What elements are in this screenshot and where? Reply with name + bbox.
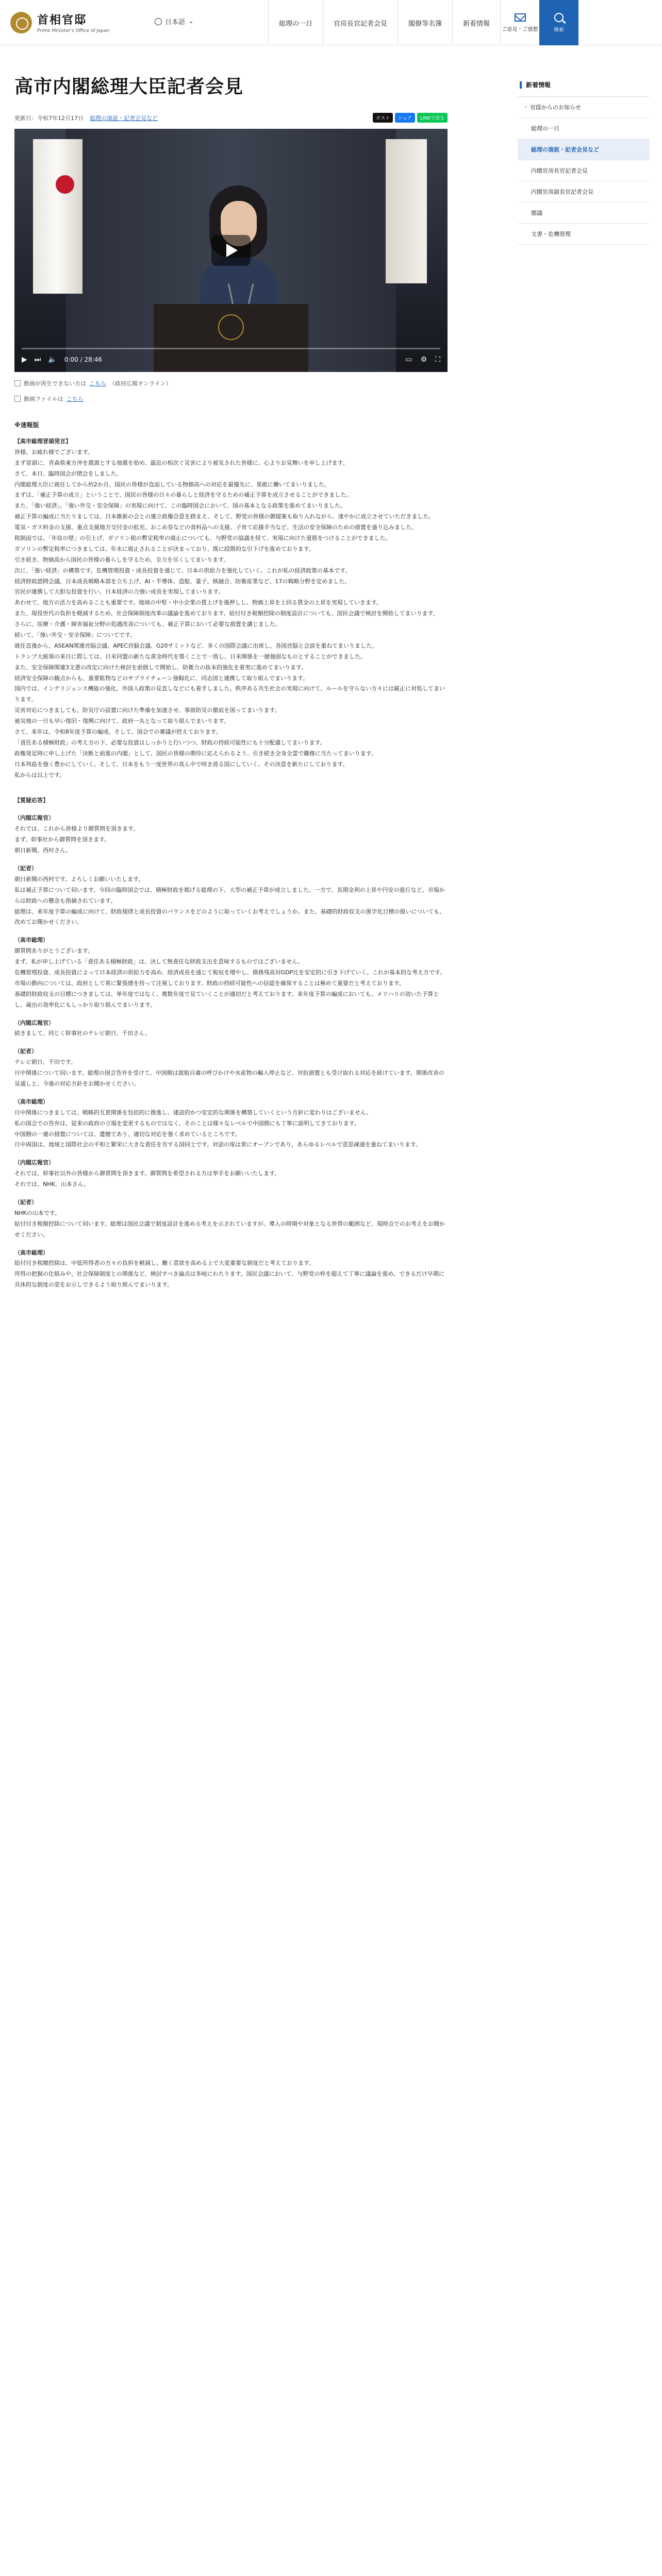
logo-subtitle: Prime Minister's Office of Japan [37,28,110,33]
mail-icon [515,13,526,22]
sidebar-heading-label: 新着情報 [526,81,551,89]
sidebar-item-label: 総理の演説・記者会見など [531,146,599,153]
transcript-paragraph: 日中関係について伺います。総理の国会答弁を受けて、中国側は渡航自粛の呼びかけや水産物の輸入停止など、対抗措置とも受け取れる対応を続けています。関係改善の見通しと、今後の対応方針をお聞かせください。 [14,1070,444,1087]
transcript-paragraph: 日中関係につきましては、戦略的互恵関係を包括的に推進し、建設的かつ安定的な関係を構築していくという方針に変わりはございません。 [14,1109,372,1116]
transcript-paragraph: 官民が連携して大胆な投資を行い、日本経済の力強い成長を実現してまいります。 [14,588,224,596]
sidebar-item-label: 内閣官房長官記者会見 [531,167,588,174]
sidebar-item[interactable] [518,97,650,118]
transcript-paragraph: NHKの山本です。 [14,1209,60,1216]
transcript-paragraph: 日本列島を強く豊かにしていく。そして、日本をもう一度世界の真ん中で咲き誇る国にしていく。その決意を新たにしております。 [14,760,349,768]
video-file-link[interactable]: こちら [66,396,84,402]
sidebar-item[interactable] [518,181,650,202]
transcript-paragraph: 市場の動向については、政府として常に緊張感を持って注視しております。財政の持続可能性への信認を確保することは極めて重要だと考えております。 [14,979,405,987]
transcript-speaker: （内閣広報官） [14,815,54,822]
transcript-paragraph: それでは、これから皆様より御質問を頂きます。 [14,825,139,833]
nav-item-daily[interactable]: 総理の一日 [268,0,323,45]
sidebar-item[interactable] [518,118,650,139]
transcript-paragraph: また、安全保障関連3文書の改定に向けた検討を前倒しで開始し、防衛力の抜本的強化を着実に進めてまいります。 [14,664,307,671]
search-button[interactable] [539,0,578,45]
transcript-paragraph: ガソリンの暫定税率につきましては、年末に廃止されることが決まっており、既に段階的な引下げを進めております。 [14,545,315,552]
play-icon[interactable]: ▶ [22,355,27,364]
sidebar-item-label: 内閣官房副長官記者会見 [531,189,593,195]
file-icon [14,396,21,402]
transcript-paragraph: あわせて、地方の活力を高めることも重要です。地域の中堅・中小企業の賃上げを後押しし、物価上昇を上回る賃金の上昇を実現していきます。 [14,599,383,606]
transcript-paragraph: 「責任ある積極財政」の考え方の下、必要な投資はしっかりと行いつつ、財政の持続可能性にも十分配慮してまいります。 [14,739,326,746]
sidebar-item-label: 閣議 [531,210,542,216]
globe-icon [155,18,162,25]
sidebar-item[interactable] [518,202,650,224]
opinion-button[interactable] [500,0,539,45]
global-nav [268,0,578,45]
transcript-paragraph: 就任直後から、ASEAN関連首脳会議、APEC首脳会議、G20サミットなど、多くの国際会議に出席し、各国首脳と会談を重ねてまいりました。 [14,642,378,649]
transcript-paragraph: 朝日新聞の西村です。よろしくお願いいたします。 [14,875,144,883]
transcript-paragraph: さて、来年は、令和8年度予算の編成、そして、国会での審議が控えております。 [14,728,222,736]
video-player[interactable] [14,129,448,372]
breadcrumb-link[interactable]: 総理の演説・記者会見など [90,114,158,122]
transcript-paragraph: 給付付き税額控除は、中低所得者の方々の負担を軽減し、働く意欲を高める上で大変重要な制度だと考えております。 [14,1260,315,1267]
podium-seal-icon [218,314,244,340]
transcript-speaker: 【高市総理冒頭発言】 [14,438,71,445]
transcript-speaker: 【質疑応答】 [14,796,48,804]
flag-japan [33,139,82,294]
transcript-paragraph: まず、幹事社から御質問を頂きます。 [14,836,110,843]
sidebar-item-label: 総理の一日 [531,125,559,132]
transcript-paragraph: それでは、幹事社以外の皆様から御質問を頂きます。御質問を希望される方は挙手をお願いいたします。 [14,1170,280,1177]
video-note-2 [14,395,448,403]
transcript-speaker: （高市総理） [14,937,48,944]
transcript-paragraph: さて、本日、臨時国会が閉会をしました。 [14,470,122,477]
transcript-paragraph: まず冒頭に、青森県東方沖を震源とする地震を始め、最近の相次ぐ災害により被災された皆様に、心よりお見舞いを申し上げます。 [14,459,349,466]
video-note-suffix: （政府広報オンライン） [109,380,172,387]
fullscreen-icon[interactable]: ⛶ [435,355,440,364]
share-line-button[interactable]: LINEで送る [417,113,448,123]
video-note-text: 動画が再生できない方は [24,380,86,387]
page-title: 高市内閣総理大臣記者会見 [14,76,244,97]
logo-title: 首相官邸 [37,13,87,27]
language-label: 日本語 [165,19,186,26]
transcript-paragraph: 被災地の一日も早い復旧・復興に向けて、政府一丸となって取り組んでまいります。 [14,718,229,725]
transcript-paragraph: 私は補正予算について伺います。今回の臨時国会では、積極財政を掲げる総理の下、大型の補正予算が成立しました。一方で、長期金利の上昇や円安の進行など、市場からは財政への懸念も指摘されています。 [14,886,445,904]
volume-icon[interactable]: 🔈 [48,355,57,364]
transcript-paragraph: 政権発足時に申し上げた「決断と前進の内閣」として、国民の皆様の期待に応えられるよう、引き続き全身全霊で職務に当たってまいります。 [14,750,377,757]
transcript-speaker: （内閣広報官） [14,1019,54,1026]
sidebar [518,77,650,245]
sidebar-item[interactable] [518,139,650,160]
language-selector[interactable] [155,16,194,26]
transcript-paragraph: 給付付き税額控除について伺います。総理は国民会議で制度設計を進める考えを示されていますが、導入の時期や対象となる世帯の範囲など、現時点でのお考えをお聞かせください。 [14,1220,445,1238]
main-content [14,72,448,1291]
transcript-paragraph: 私からは以上です。 [14,771,65,778]
chevron-down-icon: ⌄ [188,18,194,25]
sidebar-item-label: 文書・危機管理 [531,231,571,238]
transcript-paragraph: 御質問ありがとうございます。 [14,947,94,955]
transcript-paragraph: さらに、医療・介護・障害福祉分野の処遇改善についても、補正予算において必要な措置を講じました。 [14,621,281,628]
transcript-paragraph: まず、私が申し上げている「責任ある積極財政」は、決して無責任な財政支出を意味するものではございません。 [14,958,304,965]
nav-item-cabinet[interactable]: 閣僚等名簿 [398,0,452,45]
transcript-paragraph: 次に、「強い経済」の構築です。危機管理投資・成長投資を通じて、日本の供給力を強化していく。これが私の経済政策の基本です。 [14,567,351,574]
transcript-paragraph: 基礎的財政収支の目標につきましては、単年度ではなく、複数年度で見ていくことが適切だと考えております。来年度予算の編成においても、メリハリの効いた予算とし、歳出の効率化にもしっかり取り組んでまいります。 [14,990,439,1008]
transcript-paragraph: 経済安全保障の観点からも、重要鉱物などのサプライチェーン強靱化に、同志国と連携して取り組んでまいります。 [14,674,309,682]
sidebar-item[interactable] [518,224,650,245]
transcript-paragraph: 続いて、「強い外交・安全保障」についてです。 [14,632,136,639]
site-logo[interactable] [10,11,109,33]
search-label: 検索 [554,27,565,33]
sidebar-list [518,96,650,245]
transcript-paragraph: それでは、NHK、山本さん。 [14,1181,90,1188]
meta-row [14,113,448,123]
transcript-paragraph: 私の国会での答弁は、従来の政府の立場を変更するものではなく、そのことは様々なレベルで中国側にも丁寧に説明してきております。 [14,1120,360,1127]
transcript-paragraph: トランプ大統領の来日に際しては、日米同盟の新たな黄金時代を築くことで一致し、日米関係を一層強固なものとすることができました。 [14,653,366,660]
heading-bar [520,81,522,89]
transcript-paragraph: 経済財政諮問会議、日本成長戦略本部を立ち上げ、AI・半導体、造船、量子、核融合、防衛産業など、17の戦略分野を定めました。 [14,578,351,585]
next-icon[interactable]: ⏭ [34,355,41,364]
transcript-paragraph: テレビ朝日、千田です。 [14,1059,76,1066]
sidebar-item-label: 官邸からのお知らせ [530,104,581,111]
transcript-speaker: （記者） [14,1199,37,1206]
transcript-paragraph: 総理は、来年度予算の編成に向けて、財政規律と成長投資のバランスをどのように取っていくお考えでしょうか。また、基礎的財政収支の黒字化目標の扱いについても、改めてお聞かせください。 [14,908,445,926]
transcript-spacer [14,781,448,788]
transcript-paragraph: 朝日新聞、西村さん。 [14,847,72,854]
settings-icon[interactable]: ⚙ [420,355,427,364]
transcript-paragraph: 皆様、お疲れ様でございます。 [14,448,94,455]
sidebar-heading [518,77,650,92]
transcript-paragraph: 日中両国は、地域と国際社会の平和と繁栄に大きな責任を有する国同士です。対話の扉は常にオープンであり、あらゆるレベルで意思疎通を重ねてまいります。 [14,1141,421,1148]
updated-date: 更新日：令和7年12月17日 [14,114,84,122]
video-note-1 [14,379,448,387]
emblem-icon [10,12,32,33]
transcript-paragraph: 税制面では、「年収の壁」の引上げ、ガソリン税の暫定税率の廃止についても、与野党の協議を経て、実現に向けた道筋をつけることができました。 [14,535,391,542]
external-link-icon [14,380,21,386]
transcript-speaker: （記者） [14,1048,37,1055]
share-x-button[interactable]: ポスト [373,113,393,123]
transcript-speaker: （高市総理） [14,1249,48,1256]
share-facebook-button[interactable]: シェア [395,113,415,123]
sidebar-item[interactable] [518,160,650,181]
search-icon [554,13,564,22]
video-alt-link[interactable]: こちら [89,380,106,387]
transcript-paragraph: 引き続き、物価高から国民の皆様の暮らしを守るため、全力を尽くしてまいります。 [14,556,229,563]
transcript-paragraph: また、「強い経済」、「強い外交・安全保障」の実現に向けて、この臨時国会において、国の基本となる政策を進めてまいりました。 [14,502,346,510]
transcript-body [14,436,448,1291]
transcript-paragraph: 続きまして、同じく幹事社のテレビ朝日、千田さん。 [14,1030,151,1037]
captions-icon[interactable]: ▭ [405,355,412,364]
share-buttons [373,113,448,123]
transcript-paragraph: 電気・ガス料金の支援、重点支援地方交付金の拡充、おこめ券などの食料品への支援、子育て応援手当など、生活の安全保障のための措置を盛り込みました。 [14,524,417,531]
flag-cabinet [386,139,427,283]
transcript-speaker: （記者） [14,865,37,872]
transcript-heading: ※速報版 [14,421,39,429]
transcript-speaker: （内閣広報官） [14,1159,54,1166]
opinion-label: ご意見・ご感想 [502,26,538,32]
video-file-text: 動画ファイルは [24,396,63,402]
transcript-paragraph: また、現役世代の負担を軽減するため、社会保障制度改革の議論を進めております。給付付き税額控除の制度設計についても、国民会議で検討を開始してまいります。 [14,610,439,617]
site-header [0,0,662,45]
transcript-paragraph: 内閣総理大臣に就任してから約2か月、国民の皆様が直面している物価高への対応を最優先に、果敢に働いてまいりました。 [14,481,330,488]
transcript-paragraph: まずは、「補正予算の成立」ということで、国民の皆様の日々の暮らしと経済を守るための補正予算を成立させることができました。 [14,492,352,499]
nav-item-press[interactable]: 官房長官記者会見 [323,0,398,45]
video-time: 0:00 / 28:46 [64,356,103,363]
chevron-right-icon: › [525,104,527,110]
transcript-paragraph: 所得の把握の仕組みや、社会保障制度との関係など、検討すべき論点は多岐にわたります。国民会議において、与野党の枠を超えて丁寧に議論を進め、できるだけ早期に具体的な制度の姿をお示しできるよう取り組んでまいります。 [14,1270,445,1289]
transcript-paragraph: 中国側の一連の措置については、遺憾であり、適切な対応を強く求めているところです。 [14,1130,241,1138]
transcript-speaker: （高市総理） [14,1098,48,1105]
play-button[interactable] [211,235,251,266]
video-controls [14,347,448,372]
nav-item-news[interactable]: 新着情報 [452,0,500,45]
transcript-paragraph: 国内では、インテリジェンス機能の強化、外国人政策の見直しなどにも着手しました。秩序ある共生社会の実現に向けて、ルールを守らない方々には厳正に対処してまいります。 [14,685,445,703]
transcript-paragraph: 危機管理投資、成長投資によって日本経済の供給力を高め、経済成長を通じて税収を増やし、債務残高対GDP比を安定的に引き下げていく。これが基本的な考え方です。 [14,969,446,976]
transcript-paragraph: 補正予算の編成に当たりましては、日本維新の会との連立政権合意を踏まえ、そして、野党の皆様の御提案も取り入れながら、速やかに成立させていただきました。 [14,513,435,520]
transcript-paragraph: 災害対応につきましても、防災庁の設置に向けた準備を加速させ、事前防災の徹底を図ってまいります。 [14,707,280,714]
